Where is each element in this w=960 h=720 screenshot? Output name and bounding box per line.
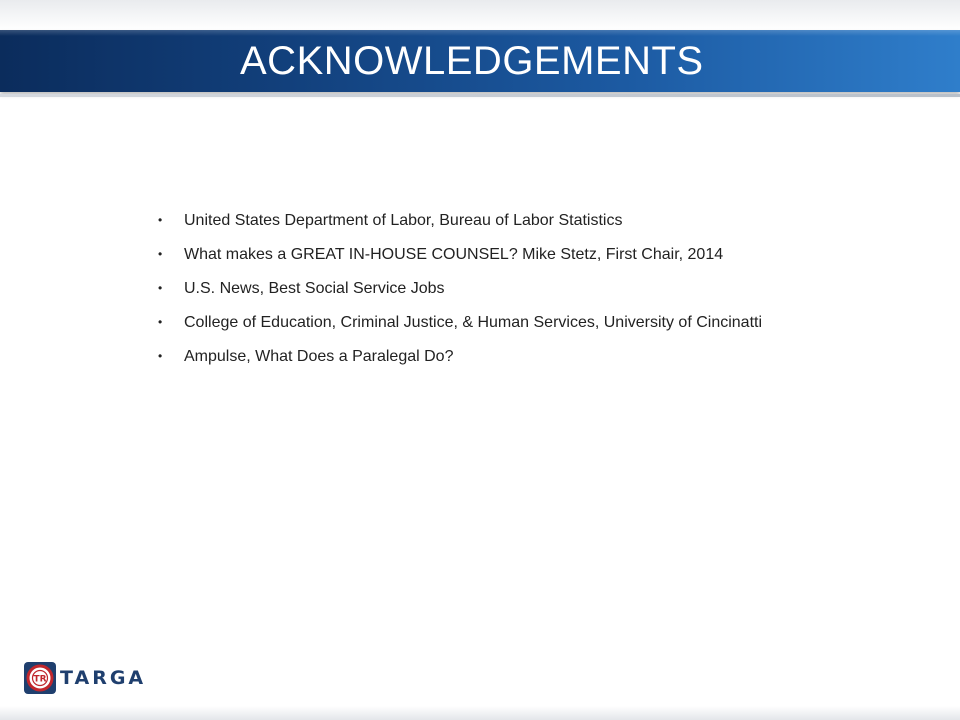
slide-title: ACKNOWLEDGEMENTS [240,39,704,83]
list-item-text: Ampulse, What Does a Paralegal Do? [184,348,454,365]
list-item-text: U.S. News, Best Social Service Jobs [184,280,445,297]
list-item [150,346,830,367]
logo-wordmark: TARGA [60,667,147,689]
top-fade-strip [0,0,960,30]
title-underline [0,94,960,97]
bullet-icon: • [158,247,163,261]
bullet-icon: • [158,213,163,227]
list-item [150,278,830,299]
bullet-icon: • [158,349,163,363]
list-item [150,210,830,231]
targa-logo [22,660,172,696]
list-item [150,312,830,333]
list-item [150,244,830,265]
bullet-icon: • [158,281,163,295]
list-item-text: College of Education, Criminal Justice, & Human Services, University of Cincinatti [184,314,763,331]
targa-emblem-icon [22,660,58,696]
svg-text:TR: TR [33,674,47,685]
list-item-text: What makes a GREAT IN-HOUSE COUNSEL? Mike Stetz, First Chair, 2014 [184,246,724,263]
bottom-strip [0,706,960,720]
acknowledgements-list [150,210,830,380]
list-item-text: United States Department of Labor, Bureau of Labor Statistics [184,212,623,229]
bullet-icon: • [158,315,163,329]
